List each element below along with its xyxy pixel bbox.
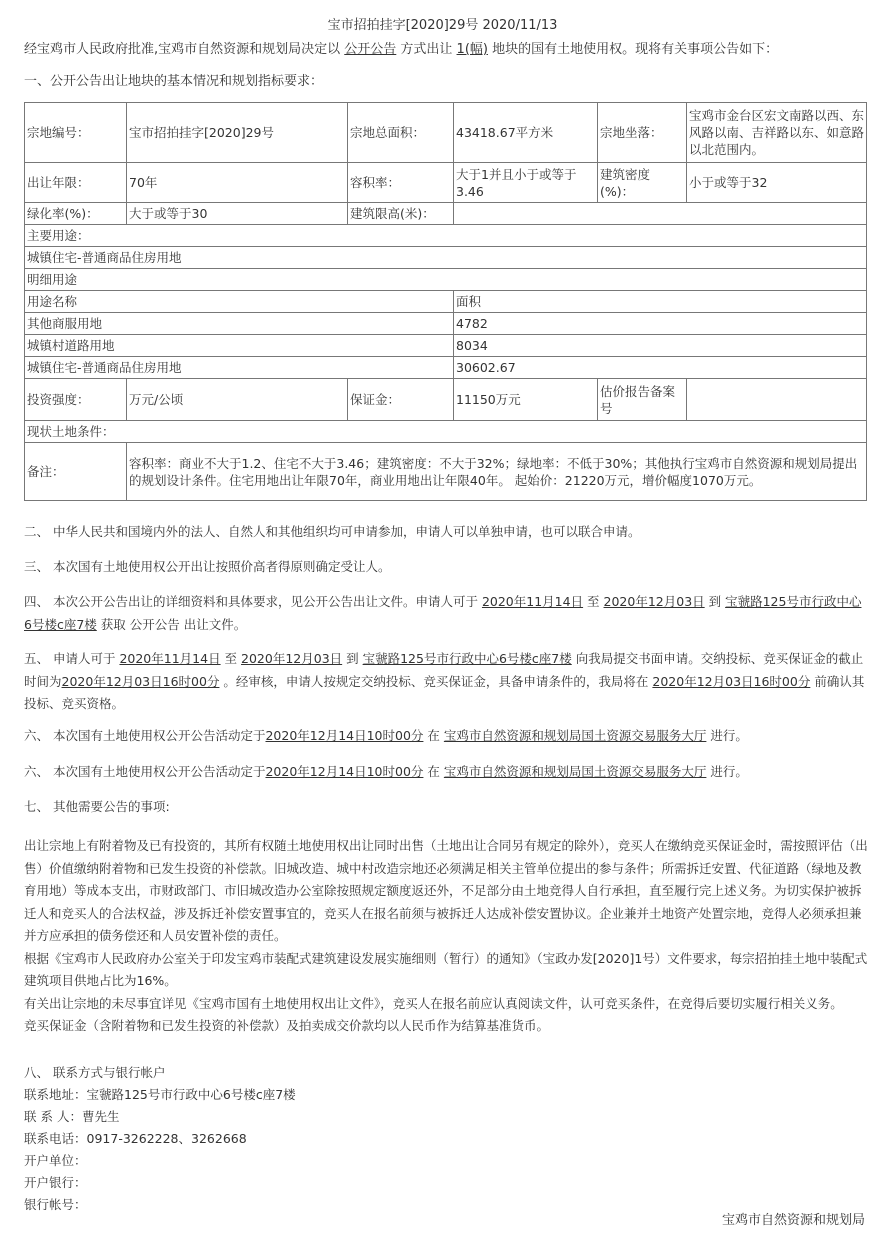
section-6-text: 六、 本次国有土地使用权公开公告活动定于 [24,764,266,779]
height-value [454,203,867,225]
land-info-table [24,102,867,501]
section-6-text: 进行。 [706,728,748,743]
use-area: 8034 [454,335,867,357]
section-7-body [24,835,869,1038]
area-label: 宗地总面积： [348,103,454,163]
section-6-text: 在 [423,728,444,743]
section-4-text: 四、 本次公开公告出让的详细资料和具体要求，见公开公告出让文件。申请人可于 [24,594,482,609]
section-3: 三、 本次国有土地使用权公开出让按照价高者得原则确定受让人。 [24,559,391,574]
section-6-place: 宝鸡市自然资源和规划局国土资源交易服务大厅 [443,728,707,743]
location-value: 宝鸡市金台区宏文南路以西、东风路以南、吉祥路以东、如意路以北范围内。 [687,103,867,163]
appraisal-value [687,379,867,421]
section-6-text: 在 [423,764,444,779]
section-6-text: 六、 本次国有土地使用权公开公告活动定于 [24,728,266,743]
location-label: 宗地坐落： [598,103,687,163]
intro-suffix: 地块的国有土地使用权。现将有关事项公告如下： [487,42,779,57]
use-area: 30602.67 [454,357,867,379]
section-5-text: 至 [220,651,242,666]
main-use-value: 城镇住宅-普通商品住房用地 [25,247,867,269]
section-6-duplicate [24,761,869,784]
deposit-label: 保证金： [348,379,454,421]
intro-paragraph [24,38,874,57]
account-number: 银行帐号： [24,1197,87,1212]
section-4-address: 宝虢路125号市行政中心6号楼c座7楼 [24,594,862,632]
parcel-no-label: 宗地编号： [25,103,127,163]
intro-mid: 方式出让 [396,42,457,57]
section-5-address: 宝虢路125号市行政中心6号楼c座7楼 [362,651,572,666]
section-6-text: 进行。 [706,764,748,779]
contact-person-label: 联 系 人： [24,1109,82,1124]
section-4-text: 到 [704,594,726,609]
use-area: 4782 [454,313,867,335]
table-row [25,443,867,501]
section-6-time: 2020年12月14日10时00分 [265,728,424,743]
section-4-date-to: 2020年12月03日 [603,594,705,609]
section-4-date-from: 2020年11月14日 [481,594,584,609]
section-5-text: 到 [342,651,363,666]
section-4-text: 至 [583,594,604,609]
height-label: 建筑限高(米)： [348,203,454,225]
section-7-paragraph: 竞买保证金（含附着物和已发生投资的补偿款）及拍卖成交价款均以人民币作为结算基准货币。 [24,1018,550,1033]
contact-person-value: 曹先生 [81,1109,120,1124]
green-value: 大于或等于30 [127,203,348,225]
table-row [25,421,867,443]
term-label: 出让年限： [25,163,127,203]
contact-phone [24,1128,869,1150]
table-row [25,225,867,247]
account-unit: 开户单位： [24,1153,87,1168]
table-row [25,103,867,163]
section-6-place: 宝鸡市自然资源和规划局国土资源交易服务大厅 [443,764,707,779]
section-6 [24,725,869,748]
intro-method: 公开公告 [344,42,397,57]
use-area-header: 面积 [454,291,867,313]
invest-label: 投资强度： [25,379,127,421]
section-7-paragraph: 出让宗地上有附着物及已有投资的，其所有权随土地使用权出让同时出售（土地出让合同另有规定的除外），竞买人在缴纳竞买保证金时，需按照评估（出售）价值缴纳附着物和已发生投资的补偿款。旧城改造、城中村改造宗地还必须满足相关主管单位提出的参与条件；所需拆迁安置、代征道路（绿地及教育用地）等成本支出，市财政部门、市旧城改造办公室除按照规定额度返还外，不足部分由土地竞得人自行承担，直至履行完上述义务。为切实保护被拆迁人和竞买人的合法权益，涉及拆迁补偿安置事宜的，竞买人在报名前须与被拆迁人达成补偿安置协议。企业兼并土地资产处置宗地，竞得人必须承担兼并方应承担的债务偿还和人员安置补偿的责任。 [24,838,868,943]
remarks-value: 容积率：商业不大于1.2、住宅不大于3.46；建筑密度：不大于32%；绿地率：不低于30%；其他执行宝鸡市自然资源和规划局提出的规划设计条件。住宅用地出让年限70年，商业用地出让年限40年。 起始价：21220万元，增价幅度1070万元。 [127,443,867,501]
condition-label: 现状土地条件： [25,421,867,443]
table-row [25,335,867,357]
contact-address-label: 联系地址： [24,1087,87,1102]
section-5-text: 向我局提交书面申请。交纳投标、竞买保证金的截止时间为 [24,651,864,689]
main-use-label: 主要用途： [25,225,867,247]
table-row [25,203,867,225]
contact-address-value: 宝虢路125号市行政中心6号楼c座7楼 [86,1087,296,1102]
contact-person [24,1106,869,1128]
section-2: 二、 中华人民共和国境内外的法人、自然人和其他组织均可申请参加，申请人可以单独申请，也可以联合申请。 [24,524,641,539]
far-value: 大于1并且小于或等于3.46 [454,163,598,203]
parcel-no-value: 宝市招拍挂字[2020]29号 [127,103,348,163]
intro-count: 1(幅) [456,42,488,57]
table-row [25,313,867,335]
invest-value: 万元/公顷 [127,379,348,421]
density-label: 建筑密度(%)： [598,163,687,203]
section-5-confirm-time: 2020年12月03日16时00分 [652,673,811,689]
section-5-date-to: 2020年12月03日 [241,651,343,666]
term-value: 70年 [127,163,348,203]
remarks-label: 备注： [25,443,127,501]
section-7-paragraph: 有关出让宗地的未尽事宜详见《宝鸡市国有土地使用权出让文件》，竞买人在报名前应认真阅读文件，认可竞买条件，在竞得后要切实履行相关义务。 [24,995,843,1011]
detail-use-label: 明细用途 [25,269,867,291]
green-label: 绿化率(%)： [25,203,127,225]
section-8-contact [24,1062,869,1216]
signature: 宝鸡市自然资源和规划局 [721,1213,865,1228]
area-value: 43418.67平方米 [454,103,598,163]
section-4 [24,591,869,636]
section-7-paragraph: 根据《宝鸡市人民政府办公室关于印发宝鸡市装配式建筑建设发展实施细则（暂行）的通知》（宝政办发[2020]1号）文件要求，每宗招拍挂土地中装配式建筑项目供地占比为16%。 [24,950,868,988]
document-title: 宝市招拍挂字[2020]29号 2020/11/13 [327,18,558,33]
section-4-text: 获取 公开公告 出让文件。 [96,616,247,632]
section-5-text: 。经审核，申请人按规定交纳投标、竞买保证金，具备申请条件的，我局将在 [219,673,653,689]
table-row [25,357,867,379]
section-6-time: 2020年12月14日10时00分 [265,764,424,779]
far-label: 容积率： [348,163,454,203]
use-name: 其他商服用地 [25,313,454,335]
table-row [25,163,867,203]
use-name-header: 用途名称 [25,291,454,313]
contact-phone-value: 0917-3262228、3262668 [86,1131,247,1146]
appraisal-label: 估价报告备案号 [598,379,687,421]
section-1-heading: 一、公开公告出让地块的基本情况和规划指标要求： [24,74,324,89]
use-name: 城镇村道路用地 [25,335,454,357]
deposit-value: 11150万元 [454,379,598,421]
section-8-heading: 八、 联系方式与银行帐户 [24,1065,166,1080]
contact-phone-label: 联系电话： [24,1131,87,1146]
table-row [25,379,867,421]
table-row [25,269,867,291]
contact-address [24,1084,869,1106]
section-5-text: 五、 申请人可于 [24,651,120,666]
section-5-text: 前确认其投标、竞买资格。 [24,673,865,711]
density-value: 小于或等于32 [687,163,867,203]
section-5 [24,648,869,716]
table-row [25,247,867,269]
use-name: 城镇住宅-普通商品住房用地 [25,357,454,379]
section-5-deadline: 2020年12月03日16时00分 [61,673,220,689]
section-7-heading: 七、 其他需要公告的事项: [24,799,170,814]
table-row [25,291,867,313]
account-bank: 开户银行： [24,1175,87,1190]
intro-prefix: 经宝鸡市人民政府批准,宝鸡市自然资源和规划局决定以 [24,42,345,57]
section-5-date-from: 2020年11月14日 [119,651,221,666]
